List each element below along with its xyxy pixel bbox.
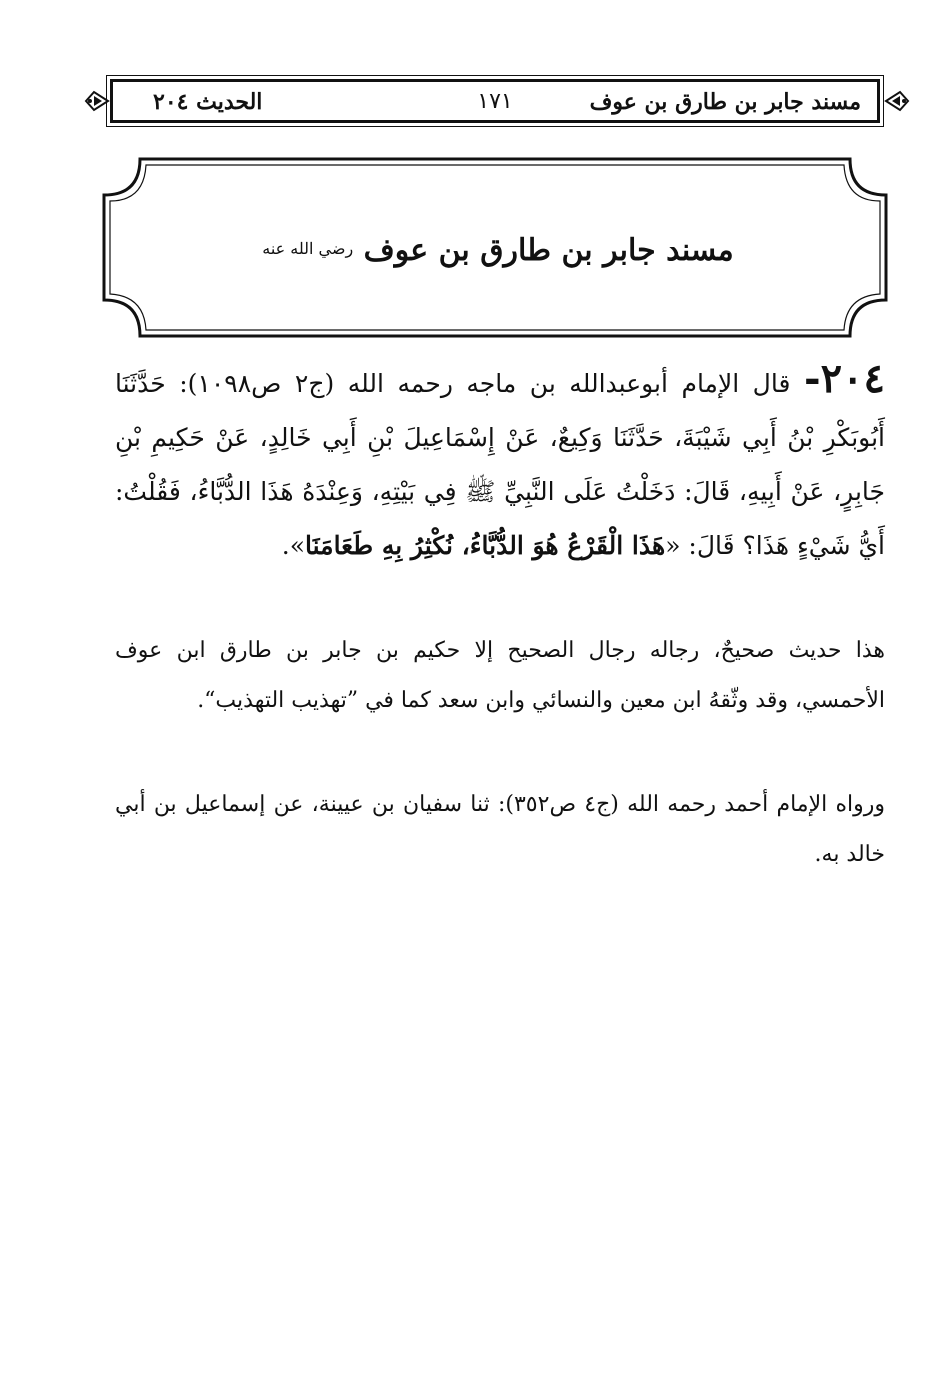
hadith-number: ٢٠٤- xyxy=(803,355,886,402)
ornament-left-icon xyxy=(84,86,110,116)
hadith-isnad: حَدَّثَنَا أَبُوبَكْرِ بْنُ أَبِي شَيْبَةَ، حَدَّثَنَا وَكِيعٌ، عَنْ إِسْمَاعِيلَ بْنِ أَبِي خَالِدٍ، عَنْ حَكِيمِ بْنِ جَابِرٍ، عَنْ أَبِيهِ، قَالَ: دَخَلْتُ عَلَى النَّبِيِّ ﷺ فِي بَيْتِهِ، وَعِنْدَهُ هَذَا الدُّبَّاءُ، فَقُلْتُ: أَيُّ شَيْءٍ هَذَا؟ قَالَ: « xyxy=(115,369,885,560)
title-frame xyxy=(100,155,890,340)
header-hadith-label: الحديث ٢٠٤ xyxy=(153,89,263,115)
running-header xyxy=(110,79,880,123)
hadith-intro: قال الإمام أبوعبدالله بن ماجه رحمه الله (ج٢ ص١٠٩٨): xyxy=(179,369,791,398)
hadith-matn: هَذَا الْقَرْعُ هُوَ الدُّبَّاءُ، نُكْثِرُ بِهِ طَعَامَنَا xyxy=(305,531,666,560)
page-number: ١٧١ xyxy=(477,89,513,114)
commentary-paragraph: هذا حديث صحيحٌ، رجاله رجال الصحيح إلا حكيم بن جابر بن طارق ابن عوف الأحمسي، وقد وثّقهُ ابن معين والنسائي وابن سعد كما في ”تهذيب التهذيب“. xyxy=(115,638,885,713)
frame-title xyxy=(100,233,890,268)
honorific-glyph: رضي الله عنه xyxy=(262,239,354,258)
hadith-close: ». xyxy=(281,531,306,560)
frame-title-text: مسند جابر بن طارق بن عوف xyxy=(363,233,734,268)
commentary-paragraph: ورواه الإمام أحمد رحمه الله (ج٤ ص٣٥٢): ثنا سفيان بن عيينة، عن إسماعيل بن أبي خالد به. xyxy=(115,792,885,867)
ornament-right-icon xyxy=(884,86,910,116)
header-title: مسند جابر بن طارق بن عوف xyxy=(589,89,861,115)
hadith-text xyxy=(115,352,885,573)
